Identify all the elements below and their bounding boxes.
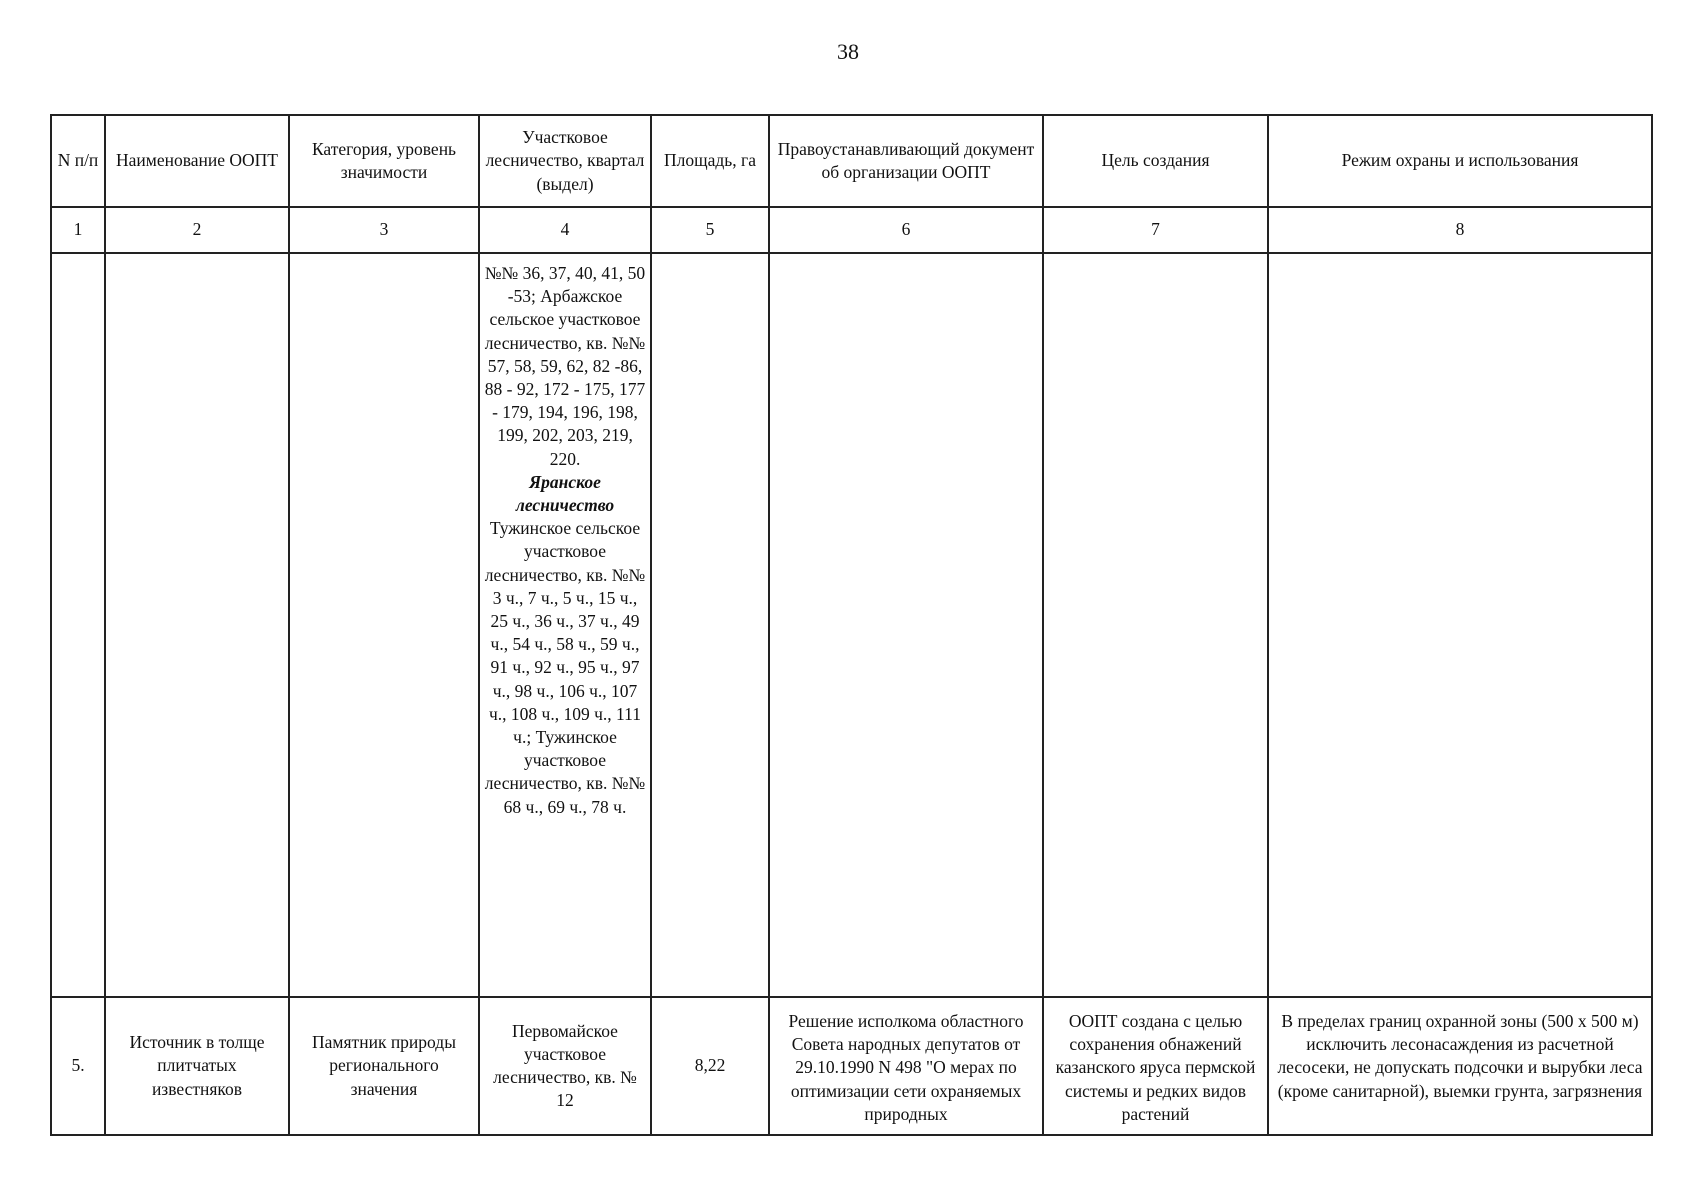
column-number: 2 <box>105 207 289 253</box>
column-number: 5 <box>651 207 769 253</box>
empty-cell <box>1043 253 1268 997</box>
forestry-cell <box>479 253 651 997</box>
row-regime: В пределах границ охранной зоны (500 х 500 м) исключить лесонасаждения из расчетной лесосеки, не допускать подсочки и вырубки леса (кроме санитарной), выемки грунта, загрязнения <box>1268 997 1652 1135</box>
column-number: 6 <box>769 207 1043 253</box>
row-forestry: Первомайское участковое лесничество, кв. № 12 <box>479 997 651 1135</box>
header-regime: Режим охраны и использования <box>1268 115 1652 207</box>
row-purpose: ООПТ создана с целью сохранения обнажений казанского яруса пермской системы и редких видов растений <box>1043 997 1268 1135</box>
row-number: 5. <box>51 997 105 1135</box>
header-area: Площадь, га <box>651 115 769 207</box>
table-row <box>51 997 1652 1135</box>
header-forestry: Участковое лесничество, квартал (выдел) <box>479 115 651 207</box>
row-name: Источник в толще плитчатых известняков <box>105 997 289 1135</box>
column-numbers-row <box>51 207 1652 253</box>
forestry-text-part1: №№ 36, 37, 40, 41, 50 -53; Арбажское сельское участковое лесничество, кв. №№ 57, 58, 59, 62, 82 -86, 88 - 92, 172 - 175, 177 - 179, 194, 196, 198, 199, 202, 203, 219, 220. <box>484 263 646 469</box>
header-document: Правоустанавливающий документ об организации ООПТ <box>769 115 1043 207</box>
header-name: Наименование ООПТ <box>105 115 289 207</box>
forestry-heading: Яранское лесничество <box>515 471 615 516</box>
table-header-row <box>51 115 1652 207</box>
empty-cell <box>769 253 1043 997</box>
empty-cell <box>1268 253 1652 997</box>
row-category: Памятник природы регионального значения <box>289 997 479 1135</box>
header-number: N п/п <box>51 115 105 207</box>
row-document: Решение исполкома областного Совета народных депутатов от 29.10.1990 N 498 "О мерах по оптимизации сети охраняемых природных <box>769 997 1043 1135</box>
column-number: 7 <box>1043 207 1268 253</box>
empty-cell <box>51 253 105 997</box>
header-category: Категория, уровень значимости <box>289 115 479 207</box>
column-number: 3 <box>289 207 479 253</box>
empty-cell <box>651 253 769 997</box>
column-number: 4 <box>479 207 651 253</box>
column-number: 1 <box>51 207 105 253</box>
forestry-text-part2: Тужинское сельское участковое лесничество, кв. №№ 3 ч., 7 ч., 5 ч., 15 ч., 25 ч., 36 ч., 37 ч., 49 ч., 54 ч., 58 ч., 59 ч., 91 ч., 92 ч., 95 ч., 97 ч., 98 ч., 106 ч., 107 ч., 108 ч., 109 ч., 111 ч.; Тужинское участковое лесничество, кв. №№ 68 ч., 69 ч., 78 ч. <box>484 518 646 817</box>
row-area: 8,22 <box>651 997 769 1135</box>
header-purpose: Цель создания <box>1043 115 1268 207</box>
protected-areas-table <box>50 114 1653 1136</box>
column-number: 8 <box>1268 207 1652 253</box>
empty-cell <box>105 253 289 997</box>
empty-cell <box>289 253 479 997</box>
page-number: 38 <box>837 39 859 64</box>
table-row-continued <box>51 253 1652 997</box>
